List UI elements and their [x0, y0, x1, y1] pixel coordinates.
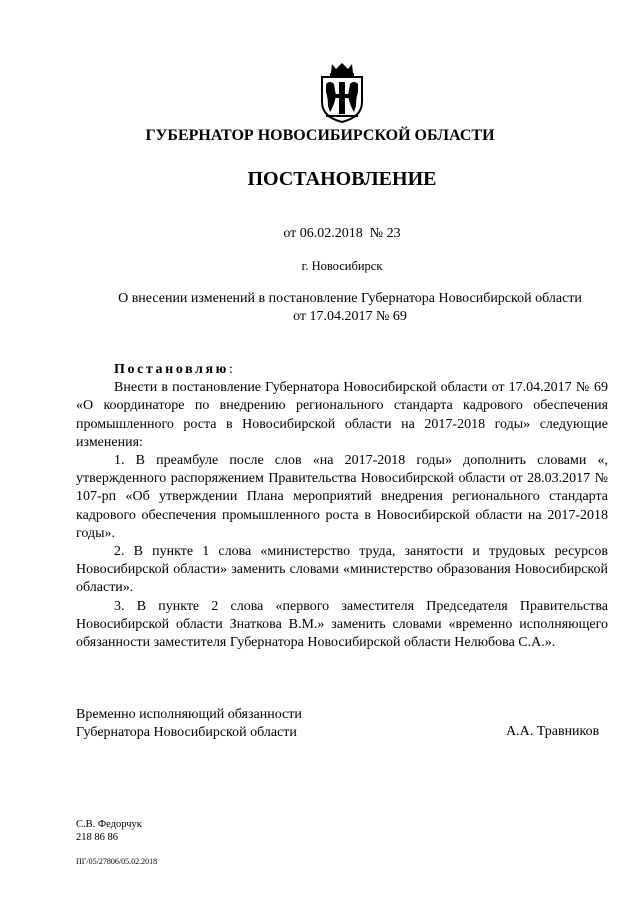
subject-line-1: О внесении изменений в постановление Губернатора Новосибирской области	[118, 291, 582, 306]
body-paragraph-3: 3. В пункте 2 слова «первого заместителя Председателя Правительства Новосибирской области Знаткова В.М.» заменить словами «временно исполняющего обязанности заместителя Губернатора Новосибирской области Нелюбова С.А.».	[76, 598, 608, 651]
document-id: ПГ/05/27806/05.02.2018	[76, 857, 158, 866]
body-paragraph-1: 1. В преамбуле после слов «на 2017-2018 годы» дополнить словами «, утвержденного распоряжением Правительства Новосибирской области от 28.03.2017 № 107-рп «Об утверждении Плана мероприятий внедрения регионального стандарта кадрового обеспечения промышленного роста в Новосибирской области на 2017-2018 годы».	[76, 453, 608, 541]
decree-word: Постановляю	[114, 362, 229, 377]
date-and-number: от 06.02.2018 № 23	[283, 226, 401, 241]
city-line: г. Новосибирск	[301, 259, 383, 273]
executor-name: С.В. Федорчук	[76, 819, 142, 830]
signer-title	[76, 706, 376, 742]
document-body	[76, 361, 608, 652]
document-type: ПОСТАНОВЛЕНИЕ	[247, 168, 437, 190]
signer-name: А.А. Травников	[506, 724, 600, 739]
decree-colon: :	[228, 362, 233, 377]
subject-line-2: от 17.04.2017 № 69	[293, 309, 407, 324]
signer-title-line-2: Губернатора Новосибирской области	[76, 725, 297, 740]
signer-title-line-1: Временно исполняющий обязанности	[76, 707, 302, 722]
coat-of-arms-icon	[316, 62, 368, 124]
body-paragraph-intro: Внести в постановление Губернатора Новосибирской области от 17.04.2017 № 69 «О координаторе по внедрению регионального стандарта кадрового обеспечения промышленного роста в Новосибирской области на 2017-2018 годы» следующие изменения:	[76, 380, 608, 450]
executor-phone: 218 86 86	[76, 832, 118, 843]
org-title: ГУБЕРНАТОР НОВОСИБИРСКОЙ ОБЛАСТИ	[145, 127, 495, 144]
decree-heading	[76, 361, 608, 379]
executor-info	[76, 818, 142, 844]
document-subject	[60, 290, 640, 326]
body-paragraph-2: 2. В пункте 1 слова «министерство труда, занятости и трудовых ресурсов Новосибирской области» заменить словами «министерство образования Новосибирской области».	[76, 544, 608, 596]
